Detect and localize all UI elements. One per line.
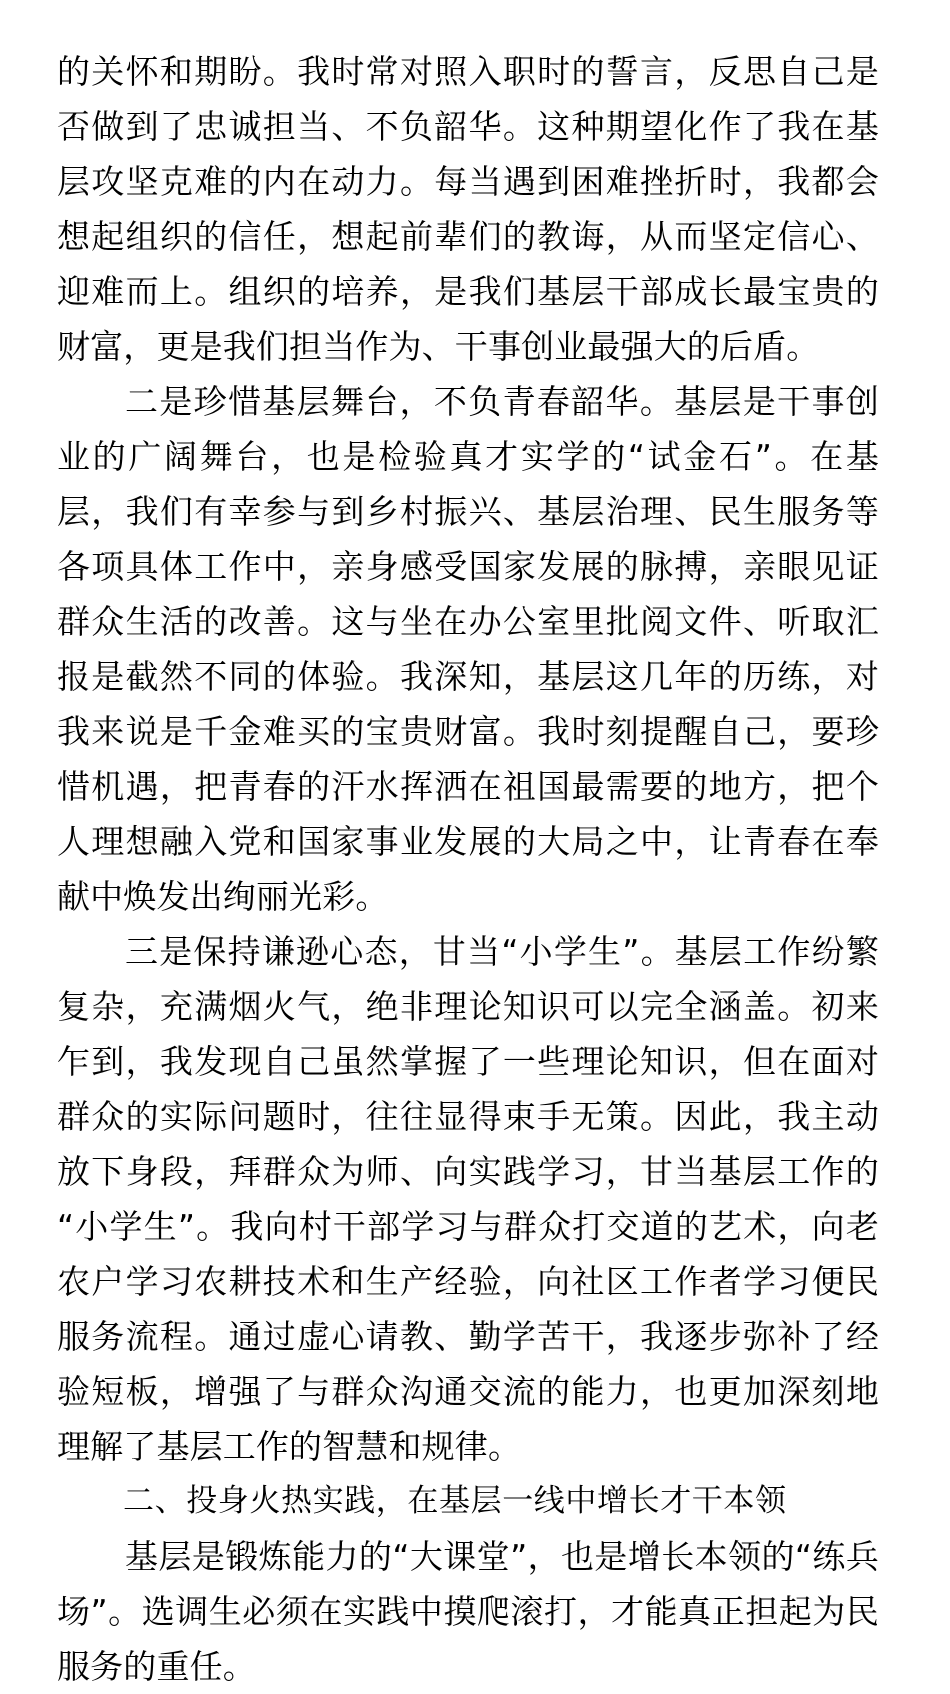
document-body (57, 44, 879, 1694)
paragraph-section-two-intro: 基层是锻炼能力的“大课堂”，也是增长本领的“练兵场”。选调生必须在实践中摸爬滚打，才能真正担起为民服务的重任。 (57, 1537, 879, 1686)
paragraph-second-point: 二是珍惜基层舞台，不负青春韶华。基层是干事创业的广阔舞台，也是检验真才实学的“试金石”。在基层，我们有幸参与到乡村振兴、基层治理、民生服务等各项具体工作中，亲身感受国家发展的脉搏，亲眼见证群众生活的改善。这与坐在办公室里批阅文件、听取汇报是截然不同的体验。我深知，基层这几年的历练，对我来说是千金难买的宝贵财富。我时刻提醒自己，要珍惜机遇，把青春的汗水挥洒在祖国最需要的地方，把个人理想融入党和国家事业发展的大局之中，让青春在奉献中焕发出绚丽光彩。 (57, 382, 879, 916)
heading-section-two: 二、投身火热实践，在基层一线中增长才干本领 (123, 1483, 787, 1519)
paragraph-continued: 的关怀和期盼。我时常对照入职时的誓言，反思自己是否做到了忠诚担当、不负韶华。这种期望化作了我在基层攻坚克难的内在动力。每当遇到困难挫折时，我都会想起组织的信任，想起前辈们的教诲，从而坚定信心、迎难而上。组织的培养，是我们基层干部成长最宝贵的财富，更是我们担当作为、干事创业最强大的后盾。 (57, 52, 879, 366)
paragraph-third-point: 三是保持谦逊心态，甘当“小学生”。基层工作纷繁复杂，充满烟火气，绝非理论知识可以完全涵盖。初来乍到，我发现自己虽然掌握了一些理论知识，但在面对群众的实际问题时，往往显得束手无策。因此，我主动放下身段，拜群众为师、向实践学习，甘当基层工作的“小学生”。我向村干部学习与群众打交道的艺术，向老农户学习农耕技术和生产经验，向社区工作者学习便民服务流程。通过虚心请教、勤学苦干，我逐步弥补了经验短板，增强了与群众沟通交流的能力，也更加深刻地理解了基层工作的智慧和规律。 (57, 932, 879, 1466)
